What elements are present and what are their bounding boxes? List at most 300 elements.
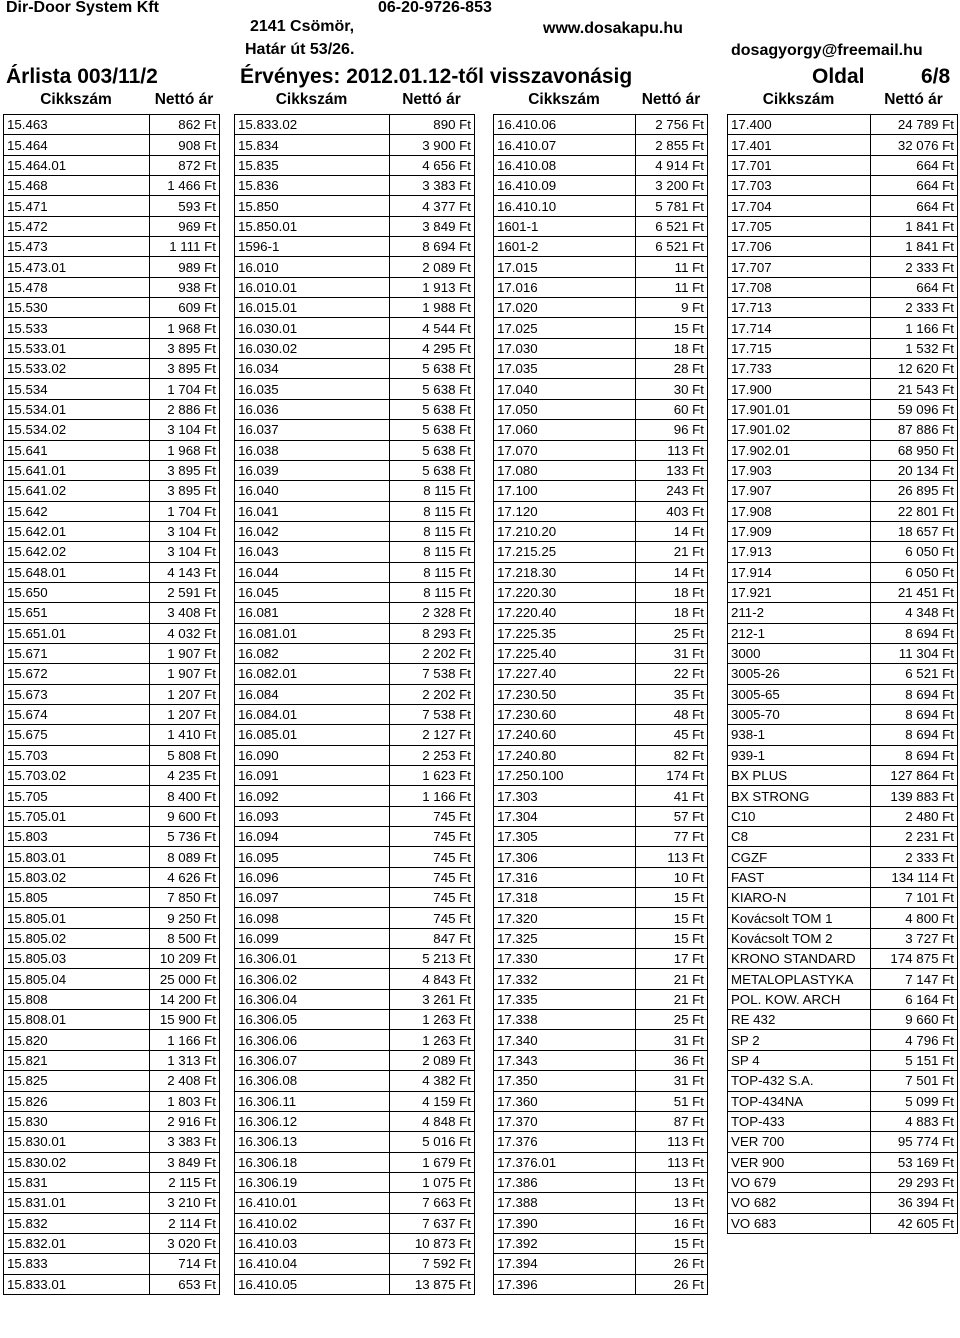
- item-code: CGZF: [728, 847, 871, 867]
- table-row: [728, 949, 958, 969]
- item-net-price: 4 848 Ft: [390, 1111, 475, 1131]
- item-net-price: 3 020 Ft: [150, 1233, 220, 1253]
- table-row: [4, 176, 220, 196]
- item-net-price: 2 591 Ft: [150, 582, 220, 602]
- table-row: [728, 277, 958, 297]
- table-row: [494, 155, 708, 175]
- column-header-code: Cikkszám: [528, 91, 600, 108]
- table-row: [235, 745, 475, 765]
- item-net-price: 87 Ft: [636, 1111, 708, 1131]
- table-row: [728, 989, 958, 1009]
- item-net-price: 969 Ft: [150, 216, 220, 236]
- table-row: [728, 1132, 958, 1152]
- item-net-price: 7 592 Ft: [390, 1254, 475, 1274]
- item-net-price: 745 Ft: [390, 827, 475, 847]
- item-code: 16.095: [235, 847, 390, 867]
- item-code: 17.230.50: [494, 684, 636, 704]
- item-code: 17.343: [494, 1050, 636, 1070]
- item-net-price: 664 Ft: [871, 155, 958, 175]
- item-net-price: 13 Ft: [636, 1172, 708, 1192]
- item-code: KRONO STANDARD: [728, 949, 871, 969]
- item-code: 17.338: [494, 1010, 636, 1030]
- item-code: VO 679: [728, 1172, 871, 1192]
- item-code: 17.215.25: [494, 542, 636, 562]
- item-net-price: 29 293 Ft: [871, 1172, 958, 1192]
- item-code: 17.909: [728, 521, 871, 541]
- table-row: [494, 1050, 708, 1070]
- item-net-price: 31 Ft: [636, 1071, 708, 1091]
- item-net-price: 3 849 Ft: [150, 1152, 220, 1172]
- item-net-price: 9 250 Ft: [150, 908, 220, 928]
- item-net-price: 745 Ft: [390, 908, 475, 928]
- table-row: [4, 1132, 220, 1152]
- item-code: 17.340: [494, 1030, 636, 1050]
- item-net-price: 4 800 Ft: [871, 908, 958, 928]
- item-code: 16.410.04: [235, 1254, 390, 1274]
- item-net-price: 1 207 Ft: [150, 684, 220, 704]
- item-net-price: 30 Ft: [636, 379, 708, 399]
- table-row: [728, 623, 958, 643]
- table-row: [235, 704, 475, 724]
- table-row: [235, 196, 475, 216]
- item-code: 15.833: [4, 1254, 150, 1274]
- item-code: 16.094: [235, 827, 390, 847]
- phone-number: 06-20-9726-853: [378, 0, 492, 16]
- item-net-price: 3 895 Ft: [150, 359, 220, 379]
- item-net-price: 4 032 Ft: [150, 623, 220, 643]
- table-row: [4, 704, 220, 724]
- item-net-price: 139 883 Ft: [871, 786, 958, 806]
- item-net-price: 3 900 Ft: [390, 135, 475, 155]
- table-row: [235, 155, 475, 175]
- item-net-price: 2 202 Ft: [390, 684, 475, 704]
- table-row: [235, 603, 475, 623]
- item-code: 16.306.18: [235, 1152, 390, 1172]
- item-net-price: 243 Ft: [636, 481, 708, 501]
- table-row: [728, 643, 958, 663]
- table-row: [4, 155, 220, 175]
- table-row: [235, 1274, 475, 1294]
- item-net-price: 3 104 Ft: [150, 521, 220, 541]
- item-code: 15.705.01: [4, 806, 150, 826]
- table-row: [235, 481, 475, 501]
- item-code: 15.833.01: [4, 1274, 150, 1294]
- item-net-price: 5 151 Ft: [871, 1050, 958, 1070]
- item-code: 17.704: [728, 196, 871, 216]
- item-code: 17.388: [494, 1193, 636, 1213]
- table-row: [235, 827, 475, 847]
- item-code: TOP-432 S.A.: [728, 1071, 871, 1091]
- item-code: 3000: [728, 643, 871, 663]
- item-net-price: 53 169 Ft: [871, 1152, 958, 1172]
- item-net-price: 17 Ft: [636, 949, 708, 969]
- table-row: [728, 257, 958, 277]
- table-row: [235, 521, 475, 541]
- price-column-table: [727, 114, 958, 1234]
- item-code: 15.820: [4, 1030, 150, 1050]
- item-code: 17.701: [728, 155, 871, 175]
- item-net-price: 3 849 Ft: [390, 216, 475, 236]
- table-row: [235, 888, 475, 908]
- item-net-price: 1 704 Ft: [150, 379, 220, 399]
- table-row: [728, 176, 958, 196]
- table-row: [235, 664, 475, 684]
- table-row: [728, 867, 958, 887]
- table-row: [4, 562, 220, 582]
- item-net-price: 2 408 Ft: [150, 1071, 220, 1091]
- table-row: [235, 684, 475, 704]
- item-code: 15.705: [4, 786, 150, 806]
- table-row: [494, 643, 708, 663]
- item-code: 16.306.11: [235, 1091, 390, 1111]
- table-row: [4, 460, 220, 480]
- item-code: TOP-434NA: [728, 1091, 871, 1111]
- item-code: 15.468: [4, 176, 150, 196]
- table-row: [235, 989, 475, 1009]
- table-row: [494, 216, 708, 236]
- column-header-code: Cikkszám: [762, 91, 835, 108]
- table-row: [235, 359, 475, 379]
- table-row: [4, 928, 220, 948]
- column-header-net-price: Nettó ár: [154, 91, 214, 108]
- item-net-price: 8 115 Ft: [390, 481, 475, 501]
- item-net-price: 16 Ft: [636, 1213, 708, 1233]
- item-net-price: 1 968 Ft: [150, 440, 220, 460]
- item-net-price: 5 638 Ft: [390, 420, 475, 440]
- column-header-net-price: Nettó ár: [884, 91, 943, 108]
- item-code: 16.091: [235, 766, 390, 786]
- item-code: 15.671: [4, 643, 150, 663]
- item-net-price: 11 Ft: [636, 257, 708, 277]
- item-net-price: 13 Ft: [636, 1193, 708, 1213]
- item-code: 16.084.01: [235, 704, 390, 724]
- table-row: [235, 501, 475, 521]
- item-net-price: 4 235 Ft: [150, 766, 220, 786]
- item-net-price: 908 Ft: [150, 135, 220, 155]
- table-row: [728, 1111, 958, 1131]
- table-row: [4, 827, 220, 847]
- item-code: 16.410.03: [235, 1233, 390, 1253]
- item-net-price: 21 Ft: [636, 969, 708, 989]
- table-row: [235, 928, 475, 948]
- table-row: [235, 1132, 475, 1152]
- item-code: 16.030.01: [235, 318, 390, 338]
- table-row: [4, 806, 220, 826]
- item-net-price: 8 500 Ft: [150, 928, 220, 948]
- item-net-price: 11 Ft: [636, 277, 708, 297]
- table-row: [494, 1193, 708, 1213]
- table-row: [494, 1071, 708, 1091]
- table-row: [728, 460, 958, 480]
- item-code: 16.410.09: [494, 176, 636, 196]
- item-code: 15.641.01: [4, 460, 150, 480]
- table-row: [235, 399, 475, 419]
- item-net-price: 60 Ft: [636, 399, 708, 419]
- item-code: 17.713: [728, 298, 871, 318]
- item-net-price: 2 114 Ft: [150, 1213, 220, 1233]
- item-code: 16.039: [235, 460, 390, 480]
- item-net-price: 2 089 Ft: [390, 257, 475, 277]
- item-net-price: 7 538 Ft: [390, 704, 475, 724]
- table-row: [4, 1010, 220, 1030]
- item-code: 17.025: [494, 318, 636, 338]
- item-code: 15.650: [4, 582, 150, 602]
- email: dosagyorgy@freemail.hu: [731, 42, 923, 59]
- table-row: [4, 664, 220, 684]
- table-row: [494, 257, 708, 277]
- item-net-price: 3 895 Ft: [150, 481, 220, 501]
- item-net-price: 862 Ft: [150, 115, 220, 135]
- item-net-price: 6 521 Ft: [636, 237, 708, 257]
- item-code: 17.370: [494, 1111, 636, 1131]
- item-code: 15.642.02: [4, 542, 150, 562]
- table-row: [728, 603, 958, 623]
- item-net-price: 7 637 Ft: [390, 1213, 475, 1233]
- item-code: 17.386: [494, 1172, 636, 1192]
- table-row: [494, 725, 708, 745]
- item-net-price: 21 Ft: [636, 542, 708, 562]
- item-code: 15.703: [4, 745, 150, 765]
- item-net-price: 10 873 Ft: [390, 1233, 475, 1253]
- table-row: [235, 786, 475, 806]
- item-code: 16.410.01: [235, 1193, 390, 1213]
- item-net-price: 593 Ft: [150, 196, 220, 216]
- table-row: [235, 1213, 475, 1233]
- item-net-price: 5 808 Ft: [150, 745, 220, 765]
- item-code: C8: [728, 827, 871, 847]
- item-code: SP 4: [728, 1050, 871, 1070]
- item-code: 16.306.07: [235, 1050, 390, 1070]
- table-row: [494, 969, 708, 989]
- table-row: [235, 1050, 475, 1070]
- item-code: 16.030.02: [235, 338, 390, 358]
- table-row: [4, 867, 220, 887]
- address-line-2: Határ út 53/26.: [245, 41, 355, 58]
- item-code: 15.805: [4, 888, 150, 908]
- table-row: [494, 806, 708, 826]
- table-row: [728, 725, 958, 745]
- table-row: [235, 237, 475, 257]
- item-code: 17.070: [494, 440, 636, 460]
- table-row: [728, 359, 958, 379]
- item-net-price: 5 781 Ft: [636, 196, 708, 216]
- item-code: SP 2: [728, 1030, 871, 1050]
- item-net-price: 21 543 Ft: [871, 379, 958, 399]
- valid-from: Érvényes: 2012.01.12-től visszavonásig: [240, 65, 633, 88]
- table-row: [235, 1152, 475, 1172]
- item-code: 15.835: [235, 155, 390, 175]
- table-row: [235, 420, 475, 440]
- table-row: [728, 766, 958, 786]
- item-net-price: 1 704 Ft: [150, 501, 220, 521]
- item-code: 16.099: [235, 928, 390, 948]
- item-code: C10: [728, 806, 871, 826]
- table-row: [494, 1274, 708, 1294]
- item-code: 17.901.02: [728, 420, 871, 440]
- table-row: [4, 521, 220, 541]
- item-net-price: 8 694 Ft: [871, 745, 958, 765]
- item-code: 17.900: [728, 379, 871, 399]
- column-header-code: Cikkszám: [40, 91, 112, 108]
- table-row: [4, 298, 220, 318]
- item-code: 17.210.20: [494, 521, 636, 541]
- item-net-price: 745 Ft: [390, 806, 475, 826]
- item-net-price: 15 Ft: [636, 888, 708, 908]
- table-row: [728, 704, 958, 724]
- item-net-price: 8 115 Ft: [390, 501, 475, 521]
- item-code: 15.672: [4, 664, 150, 684]
- table-row: [4, 1111, 220, 1131]
- item-net-price: 5 736 Ft: [150, 827, 220, 847]
- item-code: 15.533: [4, 318, 150, 338]
- item-code: METALOPLASTYKA: [728, 969, 871, 989]
- item-code: 17.040: [494, 379, 636, 399]
- item-net-price: 26 Ft: [636, 1254, 708, 1274]
- item-code: 16.035: [235, 379, 390, 399]
- item-code: 16.034: [235, 359, 390, 379]
- table-row: [728, 481, 958, 501]
- item-code: 15.832: [4, 1213, 150, 1233]
- item-net-price: 10 209 Ft: [150, 949, 220, 969]
- item-net-price: 24 789 Ft: [871, 115, 958, 135]
- table-row: [4, 237, 220, 257]
- table-row: [494, 399, 708, 419]
- item-net-price: 890 Ft: [390, 115, 475, 135]
- item-net-price: 938 Ft: [150, 277, 220, 297]
- item-code: 17.394: [494, 1254, 636, 1274]
- item-code: 17.240.60: [494, 725, 636, 745]
- page-label: Oldal: [812, 65, 865, 88]
- table-row: [235, 1233, 475, 1253]
- table-row: [728, 806, 958, 826]
- table-row: [494, 379, 708, 399]
- table-row: [494, 908, 708, 928]
- item-code: 15.530: [4, 298, 150, 318]
- item-net-price: 28 Ft: [636, 359, 708, 379]
- item-code: 16.090: [235, 745, 390, 765]
- table-row: [728, 115, 958, 135]
- table-row: [494, 359, 708, 379]
- table-row: [4, 1172, 220, 1192]
- item-code: 17.316: [494, 867, 636, 887]
- table-row: [4, 399, 220, 419]
- table-row: [728, 237, 958, 257]
- table-row: [4, 359, 220, 379]
- table-row: [728, 969, 958, 989]
- item-code: 17.715: [728, 338, 871, 358]
- item-net-price: 2 886 Ft: [150, 399, 220, 419]
- item-code: 16.096: [235, 867, 390, 887]
- table-row: [235, 379, 475, 399]
- column-header-group: [234, 88, 474, 112]
- table-row: [494, 582, 708, 602]
- column-header-net-price: Nettó ár: [641, 91, 701, 108]
- table-row: [235, 562, 475, 582]
- table-row: [235, 1091, 475, 1111]
- column-header-group: [493, 88, 707, 112]
- item-net-price: 1 111 Ft: [150, 237, 220, 257]
- item-code: 16.084: [235, 684, 390, 704]
- table-row: [4, 643, 220, 663]
- item-code: 15.473: [4, 237, 150, 257]
- table-row: [4, 257, 220, 277]
- item-code: 17.714: [728, 318, 871, 338]
- item-code: 16.306.12: [235, 1111, 390, 1131]
- item-code: 15.534.02: [4, 420, 150, 440]
- item-net-price: 1 988 Ft: [390, 298, 475, 318]
- item-net-price: 653 Ft: [150, 1274, 220, 1294]
- item-net-price: 25 Ft: [636, 1010, 708, 1030]
- item-net-price: 11 304 Ft: [871, 643, 958, 663]
- item-net-price: 1 166 Ft: [871, 318, 958, 338]
- item-net-price: 12 620 Ft: [871, 359, 958, 379]
- item-code: 16.306.06: [235, 1030, 390, 1050]
- item-code: BX PLUS: [728, 766, 871, 786]
- pricelist-title: Árlista 003/11/2: [6, 65, 158, 88]
- item-code: 17.332: [494, 969, 636, 989]
- item-code: 17.390: [494, 1213, 636, 1233]
- table-row: [494, 704, 708, 724]
- item-code: 17.035: [494, 359, 636, 379]
- item-code: 16.037: [235, 420, 390, 440]
- item-code: 15.641.02: [4, 481, 150, 501]
- table-row: [728, 888, 958, 908]
- item-net-price: 6 521 Ft: [636, 216, 708, 236]
- item-code: 17.060: [494, 420, 636, 440]
- item-net-price: 4 796 Ft: [871, 1030, 958, 1050]
- item-code: 16.081.01: [235, 623, 390, 643]
- table-row: [4, 908, 220, 928]
- item-code: 17.080: [494, 460, 636, 480]
- table-row: [494, 135, 708, 155]
- table-row: [494, 623, 708, 643]
- table-row: [728, 542, 958, 562]
- table-row: [728, 1152, 958, 1172]
- table-row: [494, 888, 708, 908]
- item-net-price: 609 Ft: [150, 298, 220, 318]
- item-code: FAST: [728, 867, 871, 887]
- table-row: [494, 1111, 708, 1131]
- item-code: 15.463: [4, 115, 150, 135]
- item-code: 1601-2: [494, 237, 636, 257]
- item-net-price: 22 Ft: [636, 664, 708, 684]
- item-code: 17.225.40: [494, 643, 636, 663]
- item-code: 15.533.01: [4, 338, 150, 358]
- item-code: 15.831.01: [4, 1193, 150, 1213]
- table-row: [235, 1111, 475, 1131]
- table-row: [728, 827, 958, 847]
- item-net-price: 4 143 Ft: [150, 562, 220, 582]
- item-net-price: 31 Ft: [636, 1030, 708, 1050]
- table-row: [494, 928, 708, 948]
- item-code: 15.830: [4, 1111, 150, 1131]
- table-row: [235, 582, 475, 602]
- table-row: [4, 847, 220, 867]
- item-net-price: 745 Ft: [390, 888, 475, 908]
- table-row: [494, 867, 708, 887]
- item-net-price: 1 907 Ft: [150, 643, 220, 663]
- table-row: [494, 176, 708, 196]
- item-code: 15.534.01: [4, 399, 150, 419]
- item-net-price: 1 841 Ft: [871, 237, 958, 257]
- table-row: [494, 766, 708, 786]
- table-row: [235, 135, 475, 155]
- item-net-price: 82 Ft: [636, 745, 708, 765]
- item-code: 15.478: [4, 277, 150, 297]
- item-code: 3005-26: [728, 664, 871, 684]
- table-row: [235, 277, 475, 297]
- item-code: 17.240.80: [494, 745, 636, 765]
